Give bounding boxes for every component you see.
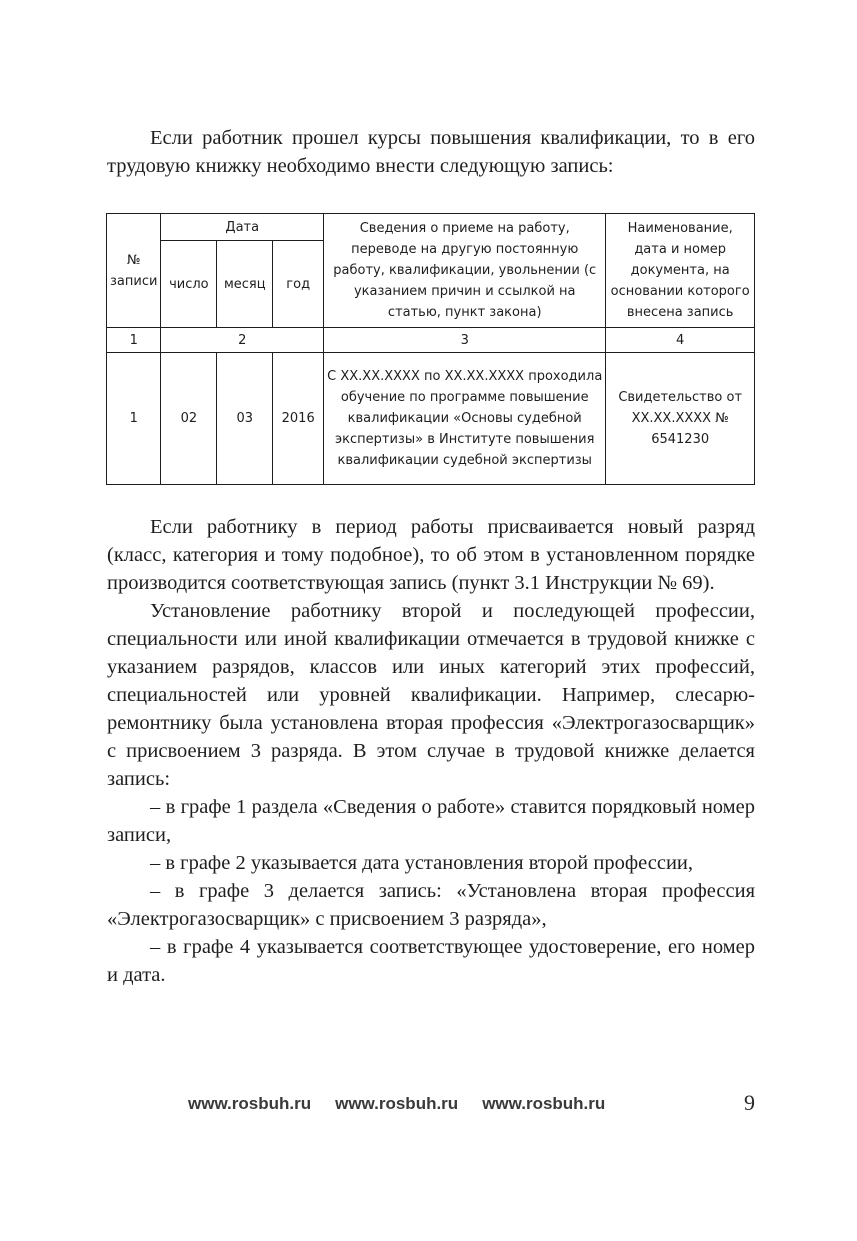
header-info-label: Сведения о приеме на работу, переводе на другую постоянную работу, квалификации, увольнении (с указанием причин и ссылкой на статью, пункт закона) xyxy=(333,221,597,320)
cell-day: 02 xyxy=(161,353,217,485)
header-record-number xyxy=(107,214,161,328)
header-info xyxy=(324,214,606,328)
header-record-number-label: № записи xyxy=(110,252,158,289)
header-date-label: Дата xyxy=(225,219,260,235)
footer-link[interactable]: www.rosbuh.ru xyxy=(188,1094,312,1113)
paragraph: Установление работнику второй и последующей профессии, специальности или иной квалификации отмечается в трудовой книжке с указанием разрядов, классов или иных категорий этих профессий, специальностей или уровней квалификации. Например, слесарю-ремонтнику была установлена вторая профессия «Электрогазосварщик» с присвоением 3 разряда. В этом случае в трудовой книжке делается запись: xyxy=(107,600,755,790)
column-number: 1 xyxy=(107,328,161,353)
column-number: 2 xyxy=(161,328,324,353)
list-item: – в графе 4 указывается соответствующее удостоверение, его номер и дата. xyxy=(107,936,755,986)
header-month xyxy=(217,241,273,328)
page-number: 9 xyxy=(744,1090,755,1115)
header-day xyxy=(161,241,217,328)
column-number: 4 xyxy=(606,328,755,353)
cell-document: Свидетельство от XX.XX.XXXX № 6541230 xyxy=(606,353,755,485)
header-date xyxy=(161,214,324,241)
footer-link[interactable]: www.rosbuh.ru xyxy=(335,1094,459,1113)
cell-month: 03 xyxy=(217,353,273,485)
cell-year: 2016 xyxy=(273,353,324,485)
header-year-label: год xyxy=(286,276,311,292)
header-document xyxy=(606,214,755,328)
employment-record-table xyxy=(106,213,755,485)
cell-record-number: 1 xyxy=(107,353,161,485)
body-text xyxy=(107,513,755,989)
table-row xyxy=(107,353,755,485)
column-number-row xyxy=(107,328,755,353)
list-item: – в графе 2 указывается дата установления второй профессии, xyxy=(150,852,694,874)
header-month-label: месяц xyxy=(223,276,266,292)
footer-links xyxy=(188,1094,629,1114)
list-item: – в графе 3 делается запись: «Установлена вторая профессия «Электрогазосварщик» с присвоением 3 разряда», xyxy=(107,880,755,930)
footer-link[interactable]: www.rosbuh.ru xyxy=(482,1094,606,1113)
paragraph: Если работнику в период работы присваивается новый разряд (класс, категория и тому подобное), то об этом в установленном порядке производится соответствующая запись (пункт 3.1 Инструкции № 69). xyxy=(107,516,755,594)
header-year xyxy=(273,241,324,328)
column-number: 3 xyxy=(324,328,606,353)
header-document-label: Наименование, дата и номер документа, на основании которого внесена запись xyxy=(610,221,750,320)
intro-block xyxy=(107,124,755,180)
cell-info: С XX.XX.XXXX по XX.XX.XXXX проходила обучение по программе повышение квалификации «Основы судебной экспертизы» в Институте повышения квалификации судебной экспертизы xyxy=(324,353,606,485)
intro-paragraph: Если работник прошел курсы повышения квалификации, то в его трудовую книжку необходимо внести следующую запись: xyxy=(107,127,755,177)
list-item: – в графе 1 раздела «Сведения о работе» ставится порядковый номер записи, xyxy=(107,796,755,846)
header-day-label: число xyxy=(169,276,209,292)
